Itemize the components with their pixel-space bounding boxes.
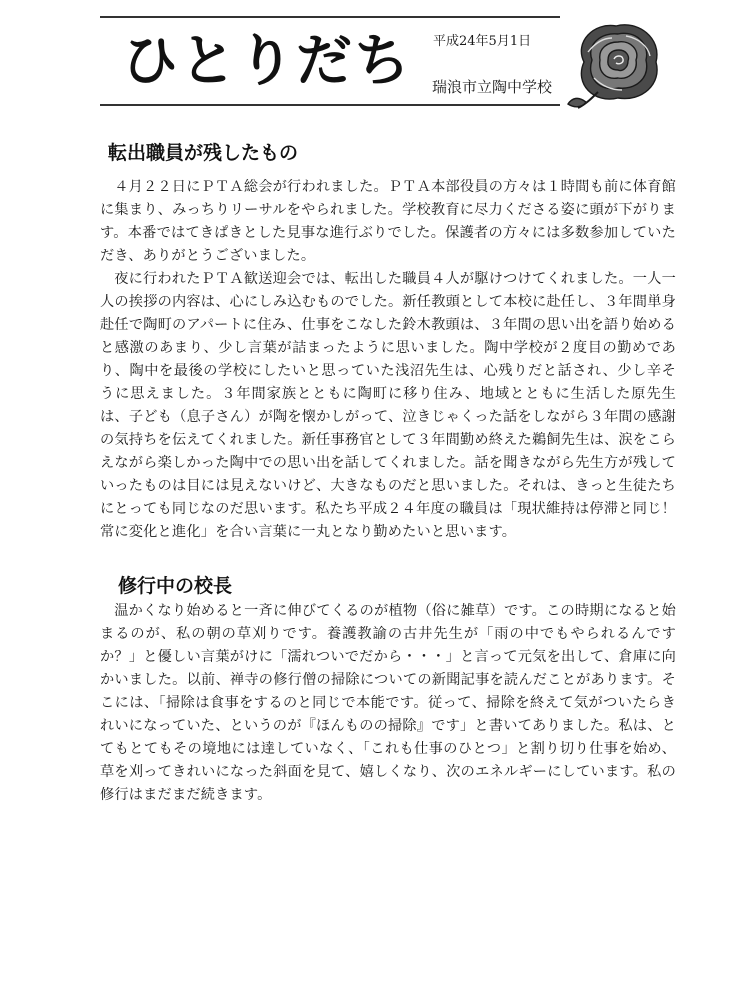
school-name: 瑞浪市立陶中学校 <box>432 78 553 96</box>
section-heading-departed-staff: 転出職員が残したもの <box>108 142 299 164</box>
masthead-top-rule <box>100 16 560 18</box>
paragraph-morning-weeding: 温かくなり始めると一斉に伸びてくるのが植物（俗に雑草）です。この時期になると始まるのが、私の朝の草刈りです。養護教諭の古井先生が「雨の中でもやられるんですか？」と優しい言葉がけに「濡れついでだから・・・」と言って元気を出して、倉庫に向かいました。以前、禅寺の修行僧の掃除についての新聞記事を読んだことがあります。そこには、「掃除は食事をするのと同じで本能です。従って、掃除を終えて気がついたらきれいになっていた、というのが『ほんものの掃除』です」と書いてありました。私は、とてもとてもその境地には達していなく、「これも仕事のひとつ」と割り切り仕事を始め、草を刈ってきれいになった斜面を見て、嬉しくなり、次のエネルギーにしています。私の修行はまだまだ続きます。 <box>100 603 676 803</box>
rose-illustration-icon <box>564 12 672 112</box>
masthead <box>100 16 560 108</box>
masthead-bottom-rule <box>100 104 560 106</box>
issue-date: 平成24年5月1日 <box>433 34 532 49</box>
newsletter-title: ひとりだち <box>122 29 412 94</box>
paragraph-farewell-party: 夜に行われたＰＴＡ歓送迎会では、転出した職員４人が駆けつけてくれました。一人一人の挨拶の内容は、心にしみ込むものでした。新任教頭として本校に赴任し、３年間単身赴任で陶町のアパートに住み、仕事をこなした鈴木教頭は、３年間の思い出を語り始めると感激のあまり、少し言葉が詰まったように思いました。陶中学校が２度目の勤めであり、陶中を最後の学校にしたいと思っていた浅沼先生は、心残りだと話され、少し辛そうに思えました。３年間家族とともに陶町に移り住み、地域とともに生活した原先生は、子ども（息子さん）が陶を懐かしがって、泣きじゃくった話をしながら３年間の感謝の気持ちを伝えてくれました。新任事務官として３年間勤め終えた鵜飼先生は、涙をこらえながら楽しかった陶中での思い出を話してくれました。話を聞きながら先生方が残していったものは目には見えないけど、大きなものだと思いました。それは、きっと生徒たちにとっても同じなのだ思います。私たち平成２４年度の職員は「現状維持は停滞と同じ！ 常に変化と進化」を合い言葉に一丸となり勤めたいと思います。 <box>100 271 691 540</box>
paragraph-pta-general-meeting: ４月２２日にＰＴＡ総会が行われました。ＰＴＡ本部役員の方々は１時間も前に体育館に集まり、みっちりリーサルをやられました。学校教育に尽力くださる姿に頭が下がります。本番ではてきぱきとした見事な進行ぶりでした。保護者の方々には多数参加していただき、ありがとうございました。 <box>100 179 676 264</box>
section-heading-principal-training: 修行中の校長 <box>118 575 233 597</box>
